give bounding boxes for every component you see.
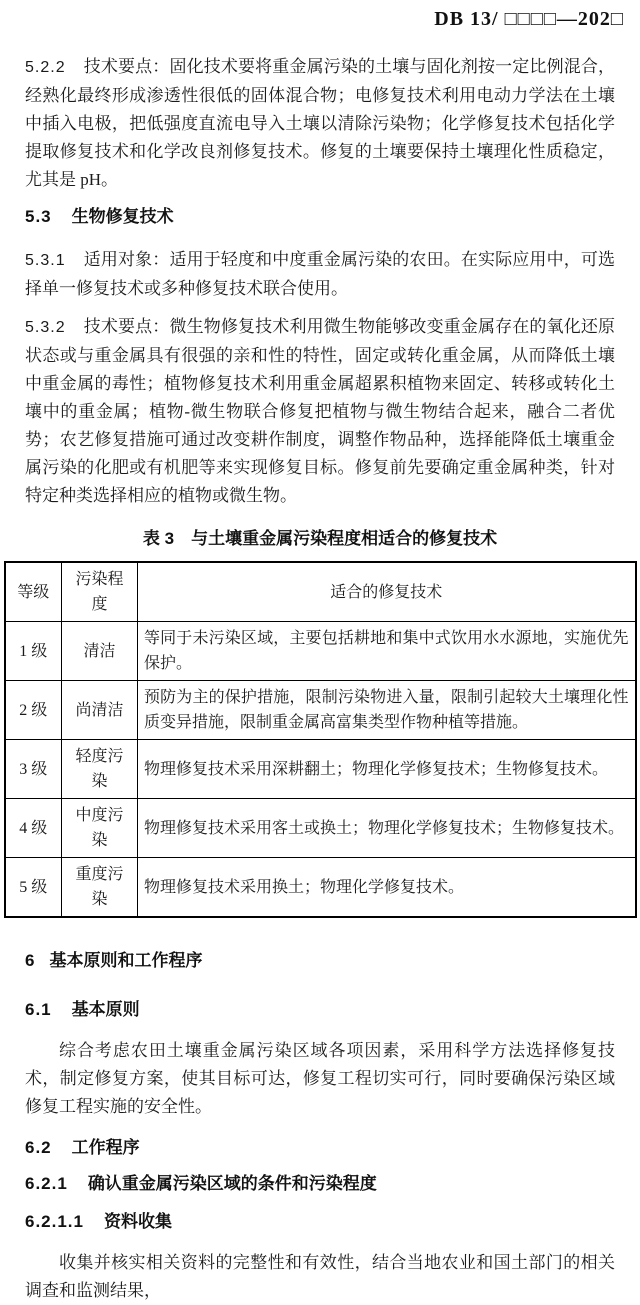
- degree-cell: 清洁: [62, 622, 138, 681]
- clause-text: 收集并核实相关资料的完整性和有效性，结合当地农业和国土部门的相关调查和监测结果，: [25, 1253, 615, 1300]
- column-header-degree: 污染程度: [62, 562, 138, 622]
- degree-cell: 中度污染: [62, 799, 138, 858]
- heading-title: 基本原则: [71, 1000, 140, 1019]
- clause-number: 5.3.1: [25, 252, 66, 269]
- heading-6: [25, 950, 615, 972]
- table-row: [5, 622, 636, 681]
- heading-number: 6.2.1.1: [25, 1212, 84, 1231]
- degree-cell: 尚清洁: [62, 681, 138, 740]
- paragraph-5-3-1: [25, 246, 615, 303]
- table3-caption-text: 表 3 与土壤重金属污染程度相适合的修复技术: [142, 529, 498, 548]
- standard-code-header: [0, 0, 640, 31]
- tech-cell: 物理修复技术采用客土或换土；物理化学修复技术；生物修复技术。: [138, 799, 636, 858]
- grade-cell: 3 级: [5, 740, 62, 799]
- heading-6-1: [25, 999, 615, 1021]
- degree-cell: 轻度污染: [62, 740, 138, 799]
- heading-title: 确认重金属污染区域的条件和污染程度: [87, 1174, 377, 1193]
- table-header-row: [5, 562, 636, 622]
- heading-5-3: [25, 206, 615, 228]
- heading-number: 5.3: [25, 207, 52, 226]
- table3-remediation-techniques: [4, 561, 637, 918]
- tech-cell: 等同于未污染区域，主要包括耕地和集中式饮用水水源地，实施优先保护。: [138, 622, 636, 681]
- tech-cell: 物理修复技术采用换土；物理化学修复技术。: [138, 858, 636, 918]
- grade-cell: 2 级: [5, 681, 62, 740]
- standard-code-text: DB 13/ □□□□—202□: [434, 8, 624, 30]
- clause-number: 5.3.2: [25, 319, 66, 336]
- table3-caption: [0, 524, 640, 549]
- heading-6-2-1: [25, 1173, 615, 1195]
- heading-title: 生物修复技术: [71, 207, 174, 226]
- heading-title: 工作程序: [71, 1138, 140, 1157]
- tech-cell: 物理修复技术采用深耕翻土；物理化学修复技术；生物修复技术。: [138, 740, 636, 799]
- clause-text: 技术要点：固化技术要将重金属污染的土壤与固化剂按一定比例混合，经熟化最终形成渗透性很低的固体混合物；电修复技术利用电动力学法在土壤中插入电极，把低强度直流电导入土壤以清除污染物；化学修复技术包括化学提取修复技术和化学改良剂修复技术。修复的土壤要保持土壤理化性质稳定，尤其是 pH。: [25, 57, 615, 189]
- table-row: [5, 799, 636, 858]
- clause-number: 5.2.2: [25, 59, 66, 76]
- heading-title: 资料收集: [104, 1212, 172, 1231]
- heading-6-2-1-1: [25, 1211, 615, 1233]
- heading-number: 6: [25, 951, 36, 970]
- heading-6-2: [25, 1137, 615, 1159]
- clause-text: 适用对象：适用于轻度和中度重金属污染的农田。在实际应用中，可选择单一修复技术或多种修复技术联合使用。: [25, 250, 615, 298]
- table-row: [5, 681, 636, 740]
- grade-cell: 1 级: [5, 622, 62, 681]
- table-row: [5, 740, 636, 799]
- column-header-tech: 适合的修复技术: [138, 562, 636, 622]
- paragraph-5-2-2: [25, 53, 615, 194]
- tech-cell: 预防为主的保护措施，限制污染物进入量，限制引起较大土壤理化性质变异措施，限制重金属高富集类型作物种植等措施。: [138, 681, 636, 740]
- paragraph-6-1: [25, 1037, 615, 1121]
- grade-cell: 5 级: [5, 858, 62, 918]
- heading-number: 6.2.1: [25, 1174, 68, 1193]
- heading-number: 6.1: [25, 1000, 52, 1019]
- grade-cell: 4 级: [5, 799, 62, 858]
- paragraph-6-2-1-1: [25, 1249, 615, 1305]
- clause-text: 综合考虑农田土壤重金属污染区域各项因素，采用科学方法选择修复技术，制定修复方案，使其目标可达，修复工程切实可行，同时要确保污染区域修复工程实施的安全性。: [25, 1041, 615, 1116]
- table-row: [5, 858, 636, 918]
- column-header-grade: 等级: [5, 562, 62, 622]
- clause-text: 技术要点：微生物修复技术利用微生物能够改变重金属存在的氧化还原状态或与重金属具有很强的亲和性的特性，固定或转化重金属，从而降低土壤中重金属的毒性；植物修复技术利用重金属超累积植物来固定、转移或转化土壤中的重金属；植物-微生物联合修复把植物与微生物结合起来，融合二者优势；农艺修复措施可通过改变耕作制度，调整作物品种，选择能降低土壤重金属污染的化肥或有机肥等来实现修复目标。修复前先要确定重金属种类，针对特定种类选择相应的植物或微生物。: [25, 317, 615, 505]
- heading-number: 6.2: [25, 1138, 52, 1157]
- degree-cell: 重度污染: [62, 858, 138, 918]
- paragraph-5-3-2: [25, 313, 615, 510]
- heading-title: 基本原则和工作程序: [49, 951, 203, 970]
